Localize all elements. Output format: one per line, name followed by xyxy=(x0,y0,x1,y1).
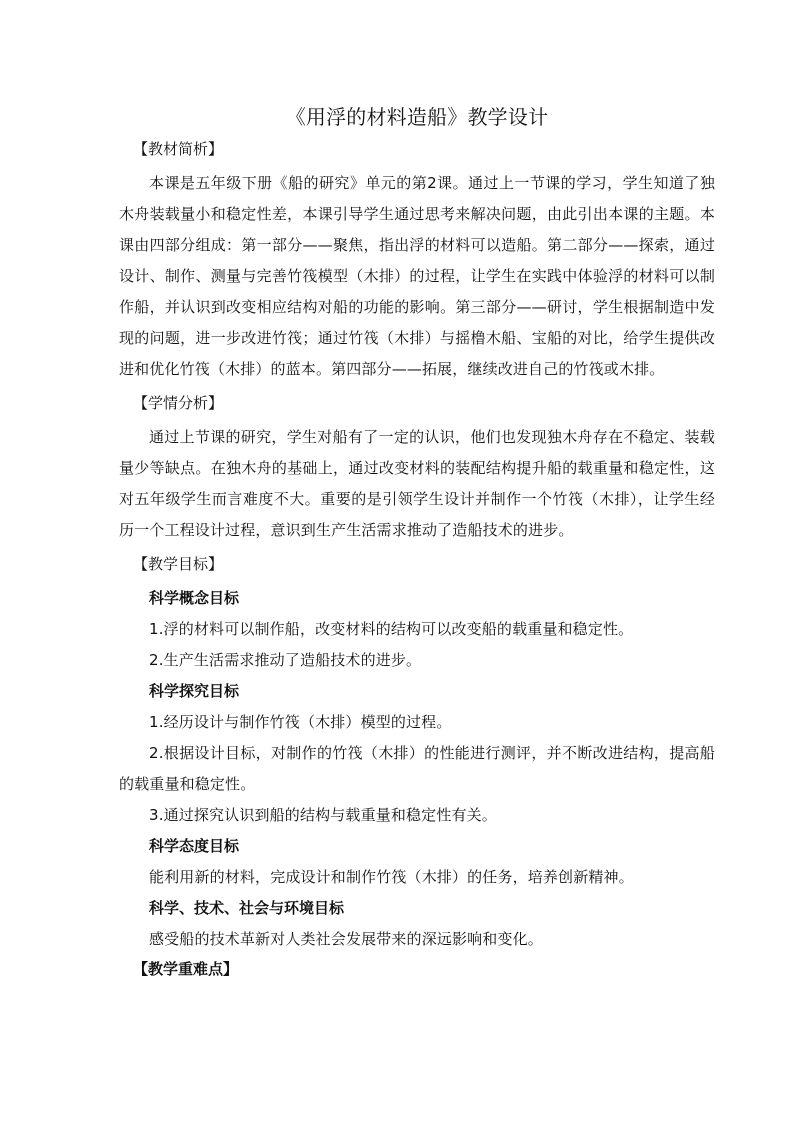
concept-goal-item-2: 2.生产生活需求推动了造船技术的进步。 xyxy=(149,651,422,669)
section-heading-goals: 【教学目标】 xyxy=(133,555,224,573)
document-body xyxy=(119,103,715,988)
sts-goal-text: 感受船的技术革新对人类社会发展带来的深远影响和变化。 xyxy=(149,930,543,948)
section-heading-students: 【学情分析】 xyxy=(133,394,224,412)
goal-heading-attitude: 科学态度目标 xyxy=(149,837,240,855)
goal-heading-inquiry: 科学探究目标 xyxy=(149,682,240,700)
section-heading-key-points: 【教学重难点】 xyxy=(133,960,239,978)
document-title: 《用浮的材料造船》教学设计 xyxy=(285,105,549,129)
student-analysis-paragraph: 通过上节课的研究，学生对船有了一定的认识，他们也发现独木舟存在不稳定、装载量少等缺点。在独木舟的基础上，通过改变材料的装配结构提升船的载重量和稳定性，这对五年级学生而言难度不大。重要的是引领学生设计并制作一个竹筏（木排），让学生经历一个工程设计过程，意识到生产生活需求推动了造船技术的进步。 xyxy=(119,428,715,539)
inquiry-goal-item-1: 1.经历设计与制作竹筏（木排）模型的过程。 xyxy=(149,713,452,731)
goal-heading-sts: 科学、技术、社会与环境目标 xyxy=(149,899,345,917)
textbook-analysis-paragraph: 本课是五年级下册《船的研究》单元的第2课。通过上一节课的学习，学生知道了独木舟装载量小和稳定性差，本课引导学生通过思考来解决问题，由此引出本课的主题。本课由四部分组成：第一部分——聚焦，指出浮的材料可以造船。第二部分——探索，通过设计、制作、测量与完善竹筏模型（木排）的过程，让学生在实践中体验浮的材料可以制作船，并认识到改变相应结构对船的功能的影响。第三部分——研讨，学生根据制造中发现的问题，进一步改进竹筏；通过竹筏（木排）与摇橹木船、宝船的对比，给学生提供改进和优化竹筏（木排）的蓝本。第四部分——拓展，继续改进自己的竹筏或木排。 xyxy=(119,174,715,378)
concept-goal-item-1: 1.浮的材料可以制作船，改变材料的结构可以改变船的载重量和稳定性。 xyxy=(149,620,634,638)
inquiry-goal-item-3: 3.通过探究认识到船的结构与载重量和稳定性有关。 xyxy=(149,806,497,824)
goal-heading-concept: 科学概念目标 xyxy=(149,589,240,607)
section-heading-textbook: 【教材简析】 xyxy=(133,140,224,158)
inquiry-goal-item-2: 2.根据设计目标，对制作的竹筏（木排）的性能进行测评，并不断改进结构，提高船的载重量和稳定性。 xyxy=(119,744,715,793)
attitude-goal-text: 能利用新的材料，完成设计和制作竹筏（木排）的任务，培养创新精神。 xyxy=(149,868,634,886)
